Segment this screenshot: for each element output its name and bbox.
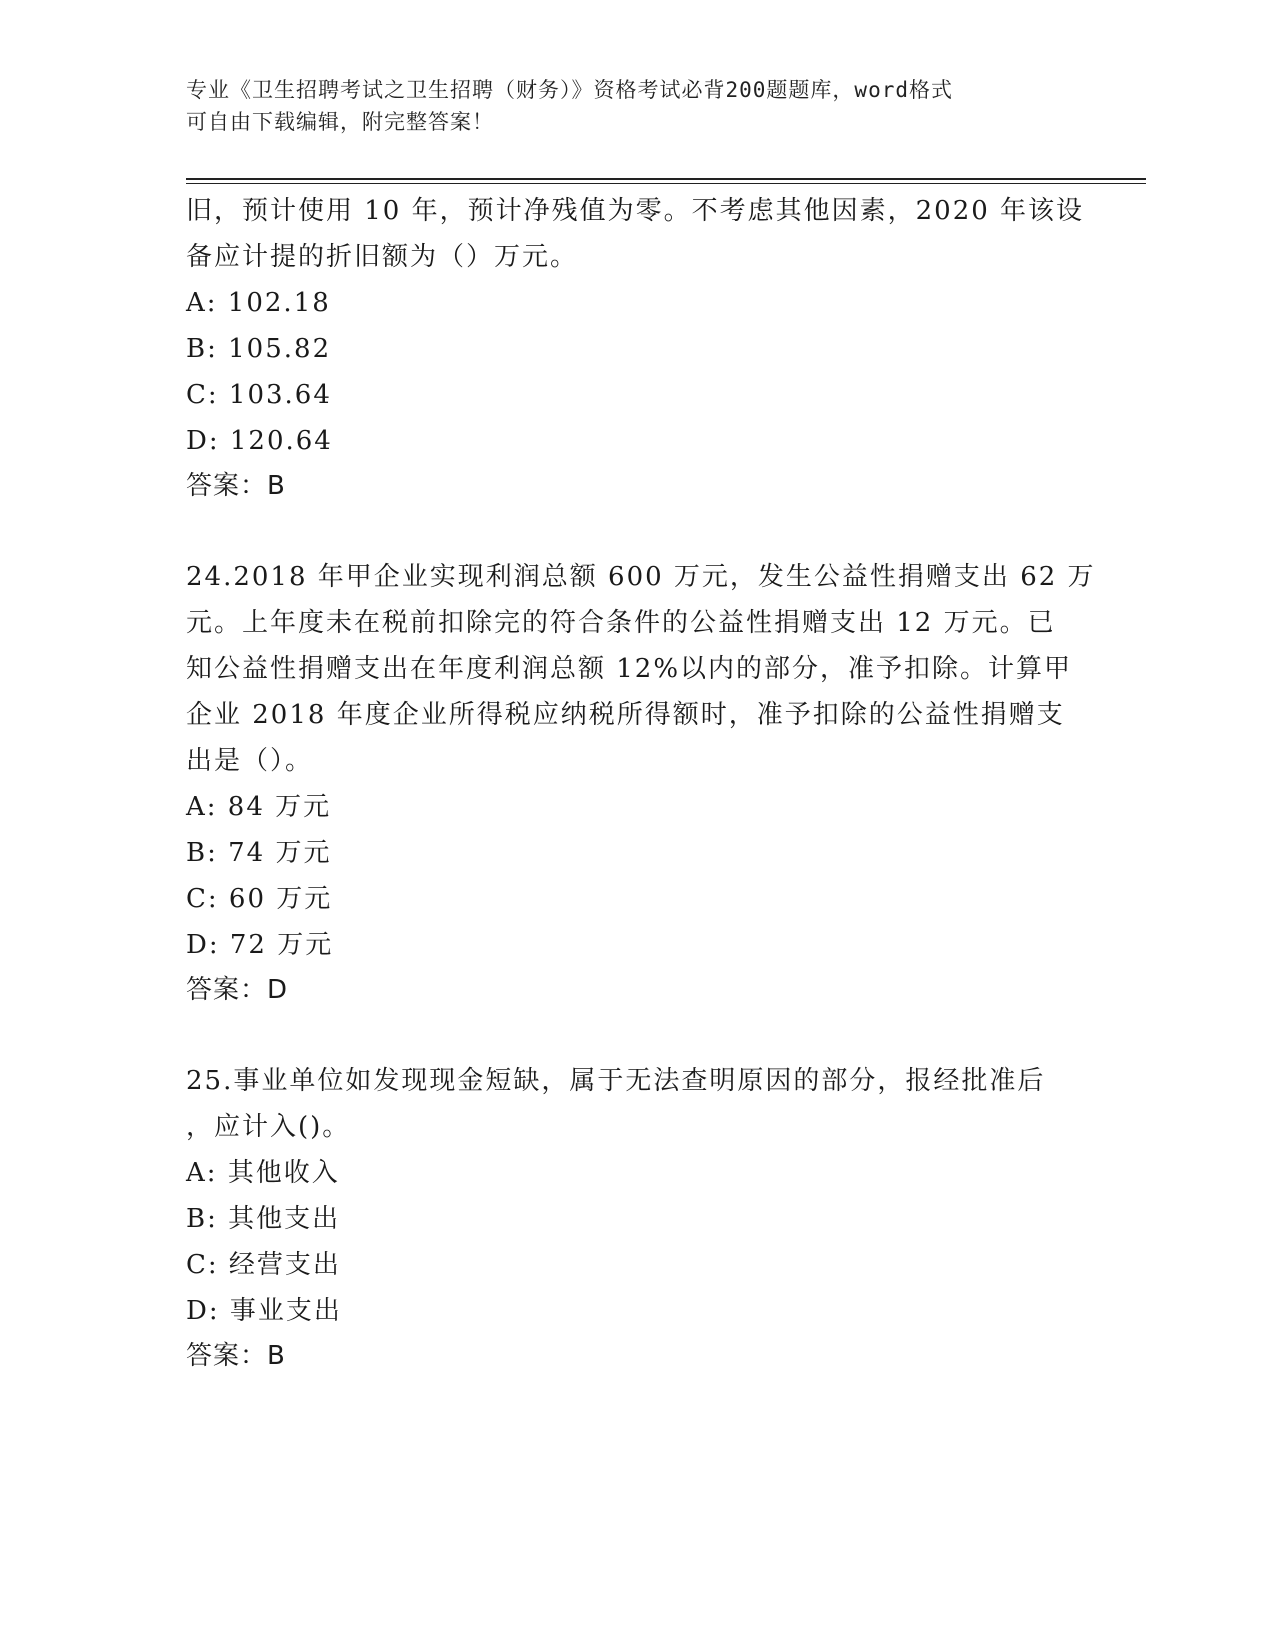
option-a: A: 102.18 <box>186 288 331 318</box>
option-c: C: 103.64 <box>186 380 332 410</box>
question-text-line: 旧，预计使用 10 年，预计净残值为零。不考虑其他因素，2020 年该设 <box>186 196 1085 226</box>
answer-line: 答案：D <box>186 975 289 1005</box>
question-text-line: 企业 2018 年度企业所得税应纳税所得额时，准予扣除的公益性捐赠支 <box>186 700 1065 730</box>
option-b: B: 74 万元 <box>186 838 332 868</box>
spacer <box>186 508 1086 554</box>
option-b: B: 其他支出 <box>186 1204 341 1234</box>
spacer <box>186 1012 1086 1058</box>
question-text-line: 知公益性捐赠支出在年度利润总额 12%以内的部分，准予扣除。计算甲 <box>186 654 1073 684</box>
option-c: C: 60 万元 <box>186 884 333 914</box>
question-text-line: ，应计入()。 <box>186 1112 351 1142</box>
question-23 <box>186 188 1086 508</box>
option-d: D: 72 万元 <box>186 930 334 960</box>
question-text-line: 出是（）。 <box>186 746 314 776</box>
option-a: A: 其他收入 <box>186 1158 340 1188</box>
answer-line: 答案：B <box>186 471 286 501</box>
question-24 <box>186 554 1096 1012</box>
answer-line: 答案：B <box>186 1341 286 1371</box>
question-text-line: 备应计提的折旧额为（）万元。 <box>186 242 579 272</box>
question-text-line: 元。上年度未在税前扣除完的符合条件的公益性捐赠支出 12 万元。已 <box>186 608 1056 638</box>
option-a: A: 84 万元 <box>186 792 332 822</box>
header-line-1: 专业《卫生招聘考试之卫生招聘（财务）》资格考试必背200题题库，word格式 <box>186 78 953 102</box>
document-body <box>186 188 1096 1378</box>
option-d: D: 120.64 <box>186 426 333 456</box>
question-25 <box>186 1058 1086 1378</box>
header-line-2: 可自由下载编辑，附完整答案！ <box>186 110 494 134</box>
option-b: B: 105.82 <box>186 334 332 364</box>
question-text-line: 24.2018 年甲企业实现利润总额 600 万元，发生公益性捐赠支出 62 万 <box>186 562 1096 592</box>
option-d: D: 事业支出 <box>186 1296 342 1326</box>
header-divider-thin <box>186 183 1146 184</box>
header-divider-thick <box>186 178 1146 180</box>
page-header <box>186 74 1086 138</box>
question-text-line: 25.事业单位如发现现金短缺，属于无法查明原因的部分，报经批准后 <box>186 1066 1046 1096</box>
option-c: C: 经营支出 <box>186 1250 341 1280</box>
